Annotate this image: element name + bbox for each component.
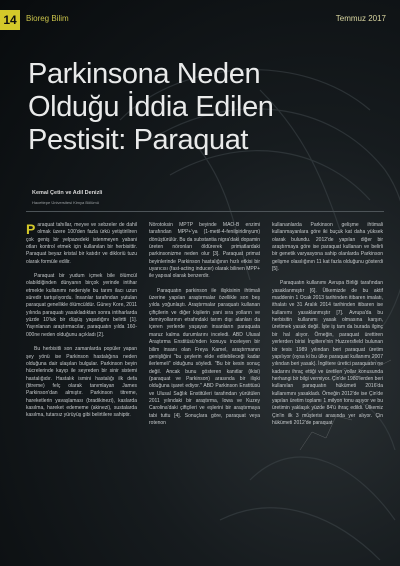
article-body xyxy=(26,222,384,434)
author-affiliation: Hacettepe Üniversitesi Kimya Bölümü xyxy=(32,200,99,205)
article-authors: Kemal Çetin ve Adil Denizli xyxy=(32,190,103,196)
paragraph: kullananlarda Parkinson gelişme ihtimali kullanmayanlara göre iki buçuk kat daha yüksek olarak bulundu. 2012'de yapılan diğer bir araştırmaya göre ise paraquat kullanan ve belirli bir genetik varyasyona sahip olanlarda Parkinson gelişme olasılığının 11 kat fazla olduğunu gösterdi [5]. xyxy=(272,222,383,273)
issue-date: Temmuz 2017 xyxy=(335,14,386,23)
page-header xyxy=(0,0,400,34)
section-name: Bioreg Bilim xyxy=(26,14,69,23)
paragraph: Bu herbisitli son zamanlarda popüler yapan şey yönü ise Parkinson hastalığına neden olduğuna dair ulaşılan bulgular. Parkinson beyin hücrelerinde kayıp ile seyreden bir sinir sistemi hastalığıdır. Hastalık ismini hastalığı ilk defa (titreme) felç olarak tanımlayan James Parkinson'dan almıştır. Parkinson titreme, hareketlerin yavaşlaması (bradikinezi), kaslarda kasılma, hareket edememe (akinezi), sustalarda kasılma, tutarsız yürüyüş gibi belirtilere sahiptir. xyxy=(26,346,137,419)
paragraph: Paraquatın kullanımı Avrupa Birliği tarafından yasaklanmıştır [6]. Ülkemizde de bu aktif maddenin 1 Ocak 2013 tarihinden itibaren imalatı, ithalatı ve 31 Aralık 2014 tarihinden itibaren ise kullanımı yasaklanmıştır [7]. Avrupa'da bu herbisitin kullanımı yasak olmasına karşın, üretimek yasak değil. İşte iş tam da burada ilginç bir hal alıyor. Örneğin, paraquat ürettiren yerlerden birisi İngiltere'nin Huzzersfield bulunan bir tesis 1989 yılından beri paraquat üretim yapılıyor (oysa ki bu ülke paraquat kullanımı 2007 yılından beri yasak). İngiltere üretici paraquatın ne kadarını ihraç ettiği ve üretilen yollar konusunda herhangi bir bilgi vermiyor. Çin'de 1980'lerden beri kullanılan paraquatın hükümeti 2016'da kullanımını yasakladı. Örneğin 2012'de ise Çin'de yapılan üretim toplamı 1 milyon tonu aşıyor ve bu üretimin yaklaşık yüzde 84'ü ihraç edildi. Ülkemiz Çin'in ilk 3 müşterisi arasında yer alıyor. Çin hükümeti 2012'de paraquat xyxy=(272,280,383,426)
title-line-3: Pestisit: Paraquat xyxy=(28,124,249,156)
text-column-2 xyxy=(149,222,260,434)
article-title xyxy=(28,58,368,157)
divider xyxy=(26,211,384,212)
paragraph: Paraquatın parkinson ile ilişkisinin ihtimali üzerine yapılan araştırmalar özellikle son beş yılda yoğunlaştı. Araştırmalar paraquatı kullanan çiftçilerin ve diğer kişilerin yani sıra yolların ve demiryollarının etrafındaki tarım dışı alanları da içeren yerlerde yaşayan insanların paraquata maruz kalma durumlarını inceledi. ABD Ulusal Araştırma Enstitüsü'nden konuyu inceleyen bir bilim insanı olan Freya Kamel, araştırmanın genişliğini "bu şeylerin elde edilebileceği kadar ilerlemeli" olduğunu söyledi. "Bu bir kesin sonuç değil. Ancak bunu gösteren kanıtlar (ikisi) (paraquat ve Parkinson) arasında bir ilişki olduğuna işaret ediyor." ABD Parkinson Enstitüsü ve Ulusal Sağlık Enstitüleri tarafından yürütülen 2011 yılındaki bir araştırma, Iowa ve Kuzey Carolina'daki çiftçileri ve eşlerini bir araştırmaya tabi tuttu [4]. Sonuçlara göre, paraquat veya rotenon xyxy=(149,287,260,426)
title-line-1: Parkinsona Neden xyxy=(28,58,261,90)
text-column-3 xyxy=(272,222,383,434)
title-line-2: Olduğu İddia Edilen xyxy=(28,91,274,123)
drop-cap: P xyxy=(26,221,36,237)
text-column-1 xyxy=(26,222,137,434)
paragraph: Nörotoksin MPTP beyinde MAO-B enzimi tarafından MPP+'ya (1-metil-4-fenilpiridinyum) dönüştürülür. Bu da substantia nigra'daki dopamin üreten nöronları öldürerek primatlardaki parkinsonizme neden olur [3]. Paraquat primat beyinlerinde Parkinson hastalığının hızlı etkisi bir uyarıcısı (fast-acting inducer) olarak bilinen MPP+ ile yapısal olarak benzerdir. xyxy=(149,222,260,280)
paragraph: Paraquat tahıllar, meyve ve sebzeler de dahil olmak üzere 100'den fazla ürkü yetiştiriliren çok geniş bir yelpazedeki istenmeyen yabani otları kontrol etmek için kullanılan bir herbisittir. Paraquat beyaz kristal bir katıdır ve dikloriü tuzu olarak formüle edilir. xyxy=(26,221,137,265)
paragraph: Paraquat bir yudum içmek bile ölümcül olabildiğinden dünyanın birçok yerinde intihar etmekte kullanımı nedeniyle bu tarım ilacı uzun süredir tartışılıyordu. İnsanlar tarafından yutulan paraquat genellikle ölümcüldür. Güney Kore, 2011 yılında paraquatı yasakladıktan sonra intiharlarda yüzde 10'luk bir düşüş yaşadığını belirtti [1]. Yayınlanan araştırmacılar, paraquatın yılda 160-000ne neden olduğunu açıkladı [2]. xyxy=(26,273,137,338)
page-number: 14 xyxy=(0,10,20,30)
